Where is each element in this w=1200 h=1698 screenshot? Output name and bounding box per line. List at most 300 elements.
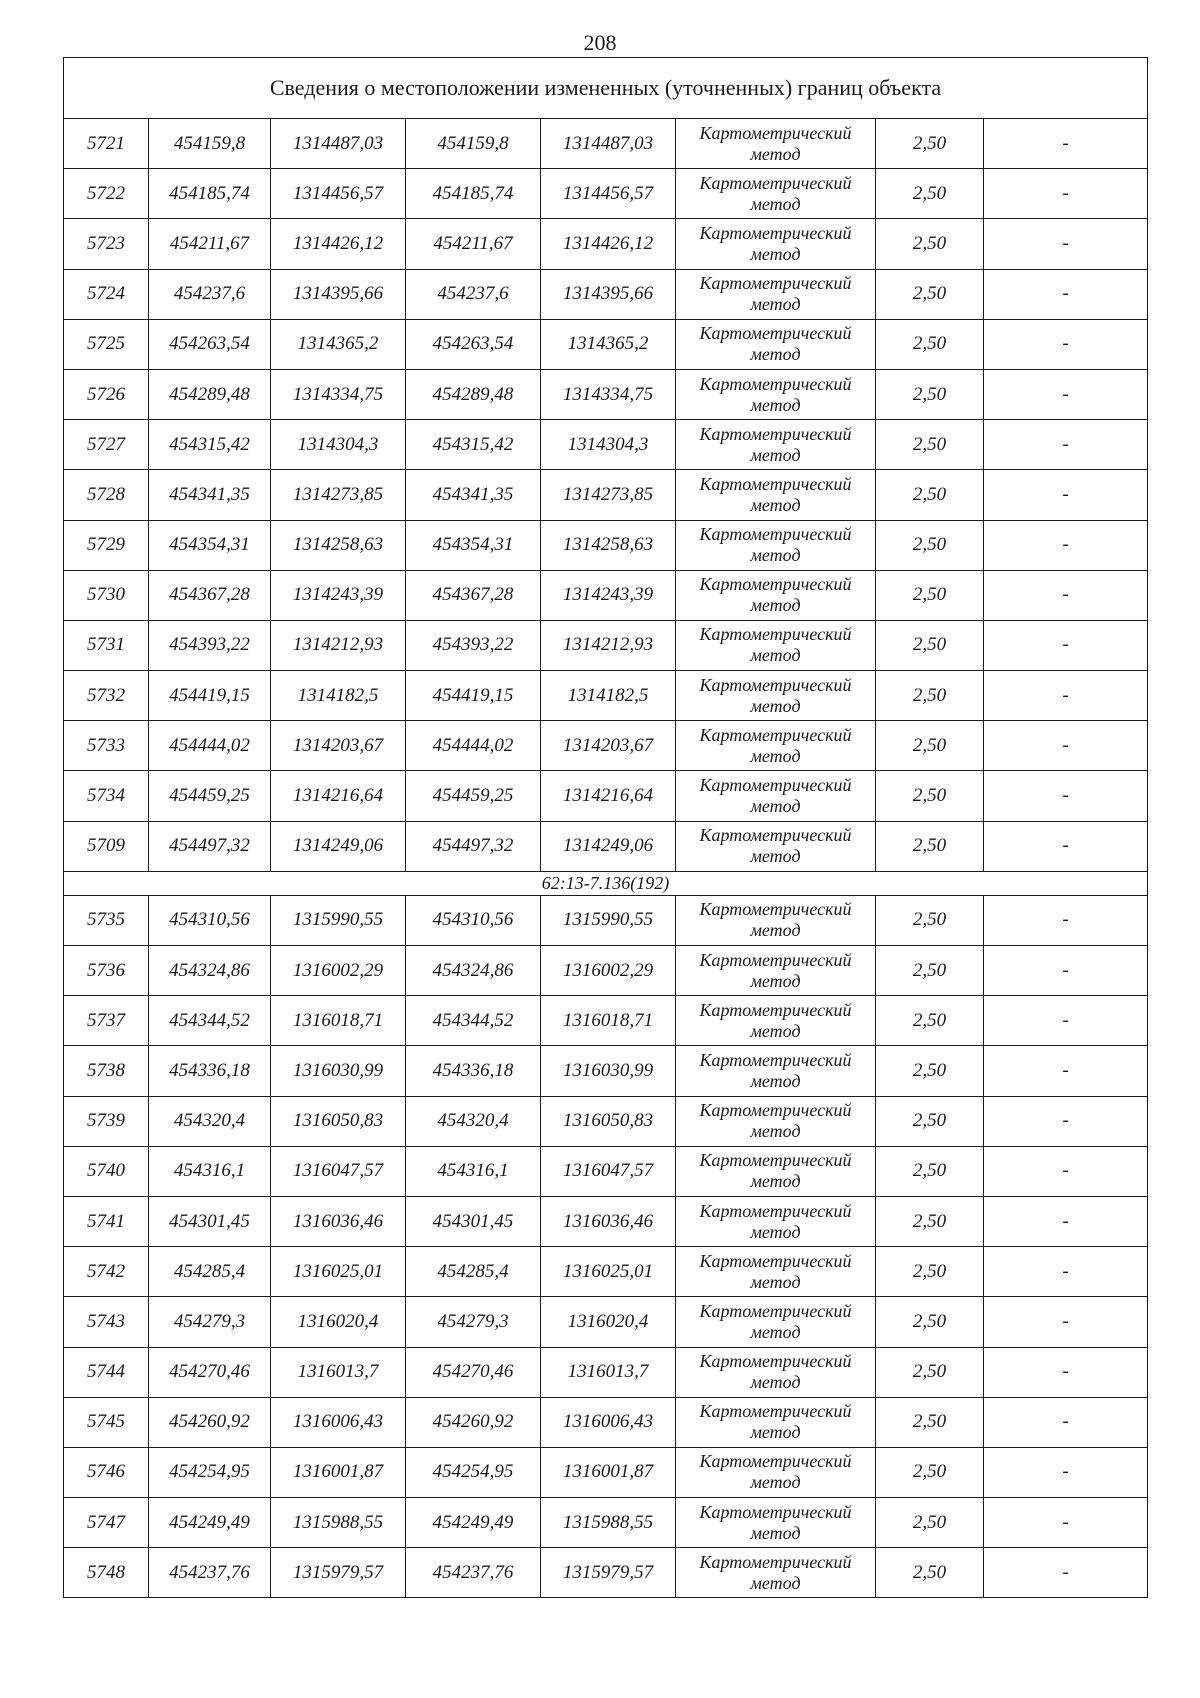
point-number-cell: 5747 xyxy=(64,1498,149,1548)
point-number-cell: 5730 xyxy=(64,570,149,620)
accuracy-cell: 2,50 xyxy=(876,570,984,620)
method-line-2: метод xyxy=(750,545,801,566)
refined-y-cell: 1314243,39 xyxy=(541,570,676,620)
accuracy-cell: 2,50 xyxy=(876,319,984,369)
existing-y-cell: 1314273,85 xyxy=(271,470,406,520)
method-line-2: метод xyxy=(750,294,801,315)
note-cell: - xyxy=(984,1397,1148,1447)
method-line-2: метод xyxy=(750,1020,801,1041)
refined-y-cell: 1315979,57 xyxy=(541,1548,676,1598)
method-line-2: метод xyxy=(750,1271,801,1292)
note-cell: - xyxy=(984,1498,1148,1548)
table-row xyxy=(64,821,1148,871)
refined-y-cell: 1314258,63 xyxy=(541,520,676,570)
method-line-1: Картометрический xyxy=(699,1049,852,1070)
method-line-1: Картометрический xyxy=(699,1300,852,1321)
table-row xyxy=(64,319,1148,369)
existing-x-cell: 454211,67 xyxy=(149,219,271,269)
note-cell: - xyxy=(984,1146,1148,1196)
method-line-2: метод xyxy=(750,1121,801,1142)
note-cell: - xyxy=(984,1096,1148,1146)
method-line-1: Картометрический xyxy=(699,323,852,344)
accuracy-cell: 2,50 xyxy=(876,821,984,871)
method-line-2: метод xyxy=(750,1070,801,1091)
existing-x-cell: 454341,35 xyxy=(149,470,271,520)
existing-x-cell: 454301,45 xyxy=(149,1196,271,1246)
method-line-2: метод xyxy=(750,344,801,365)
method-line-1: Картометрический xyxy=(699,373,852,394)
method-cell xyxy=(676,570,876,620)
existing-x-cell: 454459,25 xyxy=(149,771,271,821)
existing-y-cell: 1314212,93 xyxy=(271,620,406,670)
accuracy-cell: 2,50 xyxy=(876,269,984,319)
refined-x-cell: 454249,49 xyxy=(406,1498,541,1548)
accuracy-cell: 2,50 xyxy=(876,169,984,219)
accuracy-cell: 2,50 xyxy=(876,1146,984,1196)
existing-y-cell: 1316020,4 xyxy=(271,1297,406,1347)
table-row xyxy=(64,369,1148,419)
point-number-cell: 5738 xyxy=(64,1046,149,1096)
refined-y-cell: 1315988,55 xyxy=(541,1498,676,1548)
method-line-1: Картометрический xyxy=(699,1100,852,1121)
refined-y-cell: 1316006,43 xyxy=(541,1397,676,1447)
point-number-cell: 5734 xyxy=(64,771,149,821)
refined-x-cell: 454336,18 xyxy=(406,1046,541,1096)
point-number-cell: 5709 xyxy=(64,821,149,871)
accuracy-cell: 2,50 xyxy=(876,895,984,945)
existing-x-cell: 454354,31 xyxy=(149,520,271,570)
refined-y-cell: 1314334,75 xyxy=(541,369,676,419)
accuracy-cell: 2,50 xyxy=(876,520,984,570)
existing-x-cell: 454185,74 xyxy=(149,169,271,219)
table-row xyxy=(64,996,1148,1046)
accuracy-cell: 2,50 xyxy=(876,1297,984,1347)
note-cell: - xyxy=(984,1548,1148,1598)
table-row xyxy=(64,470,1148,520)
method-line-1: Картометрический xyxy=(699,1150,852,1171)
note-cell: - xyxy=(984,119,1148,169)
table-row xyxy=(64,620,1148,670)
point-number-cell: 5733 xyxy=(64,721,149,771)
method-cell xyxy=(676,1548,876,1598)
note-cell: - xyxy=(984,620,1148,670)
method-line-2: метод xyxy=(750,494,801,515)
method-cell xyxy=(676,1347,876,1397)
existing-x-cell: 454254,95 xyxy=(149,1447,271,1497)
method-line-2: метод xyxy=(750,1171,801,1192)
section-row xyxy=(64,871,1148,895)
table-row xyxy=(64,1146,1148,1196)
method-cell xyxy=(676,895,876,945)
note-cell: - xyxy=(984,996,1148,1046)
coordinates-table xyxy=(63,57,1148,1598)
existing-y-cell: 1315988,55 xyxy=(271,1498,406,1548)
note-cell: - xyxy=(984,1297,1148,1347)
table-row xyxy=(64,895,1148,945)
refined-y-cell: 1316050,83 xyxy=(541,1096,676,1146)
method-line-1: Картометрический xyxy=(699,122,852,143)
accuracy-cell: 2,50 xyxy=(876,1046,984,1096)
existing-y-cell: 1314258,63 xyxy=(271,520,406,570)
method-line-2: метод xyxy=(750,193,801,214)
point-number-cell: 5726 xyxy=(64,369,149,419)
method-line-1: Картометрический xyxy=(699,674,852,695)
refined-y-cell: 1316002,29 xyxy=(541,946,676,996)
method-line-1: Картометрический xyxy=(699,1501,852,1522)
note-cell: - xyxy=(984,671,1148,721)
table-row xyxy=(64,1096,1148,1146)
note-cell: - xyxy=(984,520,1148,570)
existing-x-cell: 454315,42 xyxy=(149,420,271,470)
refined-y-cell: 1314216,64 xyxy=(541,771,676,821)
table-row xyxy=(64,946,1148,996)
accuracy-cell: 2,50 xyxy=(876,1096,984,1146)
existing-y-cell: 1315979,57 xyxy=(271,1548,406,1598)
note-cell: - xyxy=(984,771,1148,821)
refined-y-cell: 1314426,12 xyxy=(541,219,676,269)
refined-y-cell: 1316013,7 xyxy=(541,1347,676,1397)
table-row xyxy=(64,721,1148,771)
table-row xyxy=(64,1046,1148,1096)
point-number-cell: 5731 xyxy=(64,620,149,670)
refined-x-cell: 454324,86 xyxy=(406,946,541,996)
refined-x-cell: 454310,56 xyxy=(406,895,541,945)
refined-x-cell: 454279,3 xyxy=(406,1297,541,1347)
point-number-cell: 5728 xyxy=(64,470,149,520)
point-number-cell: 5748 xyxy=(64,1548,149,1598)
existing-x-cell: 454419,15 xyxy=(149,671,271,721)
method-cell xyxy=(676,1046,876,1096)
existing-y-cell: 1316030,99 xyxy=(271,1046,406,1096)
refined-y-cell: 1314456,57 xyxy=(541,169,676,219)
note-cell: - xyxy=(984,1347,1148,1397)
refined-x-cell: 454260,92 xyxy=(406,1397,541,1447)
existing-y-cell: 1316002,29 xyxy=(271,946,406,996)
method-cell xyxy=(676,671,876,721)
refined-x-cell: 454344,52 xyxy=(406,996,541,1046)
accuracy-cell: 2,50 xyxy=(876,620,984,670)
method-cell xyxy=(676,946,876,996)
existing-x-cell: 454263,54 xyxy=(149,319,271,369)
note-cell: - xyxy=(984,319,1148,369)
existing-y-cell: 1315990,55 xyxy=(271,895,406,945)
method-cell xyxy=(676,1447,876,1497)
refined-y-cell: 1316020,4 xyxy=(541,1297,676,1347)
method-line-1: Картометрический xyxy=(699,1451,852,1472)
point-number-cell: 5722 xyxy=(64,169,149,219)
accuracy-cell: 2,50 xyxy=(876,1498,984,1548)
note-cell: - xyxy=(984,1247,1148,1297)
refined-y-cell: 1314487,03 xyxy=(541,119,676,169)
refined-x-cell: 454444,02 xyxy=(406,721,541,771)
accuracy-cell: 2,50 xyxy=(876,219,984,269)
method-cell xyxy=(676,771,876,821)
existing-y-cell: 1314182,5 xyxy=(271,671,406,721)
existing-y-cell: 1316006,43 xyxy=(271,1397,406,1447)
method-line-2: метод xyxy=(750,1572,801,1593)
point-number-cell: 5732 xyxy=(64,671,149,721)
existing-x-cell: 454324,86 xyxy=(149,946,271,996)
method-line-2: метод xyxy=(750,1221,801,1242)
existing-y-cell: 1316018,71 xyxy=(271,996,406,1046)
point-number-cell: 5723 xyxy=(64,219,149,269)
refined-y-cell: 1314365,2 xyxy=(541,319,676,369)
method-line-2: метод xyxy=(750,745,801,766)
refined-x-cell: 454367,28 xyxy=(406,570,541,620)
table-row xyxy=(64,1498,1148,1548)
refined-y-cell: 1314203,67 xyxy=(541,721,676,771)
method-line-2: метод xyxy=(750,1372,801,1393)
accuracy-cell: 2,50 xyxy=(876,420,984,470)
refined-y-cell: 1314304,3 xyxy=(541,420,676,470)
method-cell xyxy=(676,1397,876,1447)
note-cell: - xyxy=(984,1447,1148,1497)
method-line-1: Картометрический xyxy=(699,999,852,1020)
method-line-1: Картометрический xyxy=(699,724,852,745)
method-line-1: Картометрический xyxy=(699,1401,852,1422)
point-number-cell: 5745 xyxy=(64,1397,149,1447)
point-number-cell: 5741 xyxy=(64,1196,149,1246)
existing-x-cell: 454310,56 xyxy=(149,895,271,945)
method-line-1: Картометрический xyxy=(699,172,852,193)
existing-y-cell: 1314426,12 xyxy=(271,219,406,269)
point-number-cell: 5725 xyxy=(64,319,149,369)
refined-y-cell: 1314395,66 xyxy=(541,269,676,319)
method-line-1: Картометрический xyxy=(699,473,852,494)
method-cell xyxy=(676,219,876,269)
refined-x-cell: 454393,22 xyxy=(406,620,541,670)
table-row xyxy=(64,1347,1148,1397)
note-cell: - xyxy=(984,570,1148,620)
method-line-1: Картометрический xyxy=(699,775,852,796)
method-cell xyxy=(676,996,876,1046)
table-row xyxy=(64,1397,1148,1447)
accuracy-cell: 2,50 xyxy=(876,1548,984,1598)
existing-y-cell: 1316025,01 xyxy=(271,1247,406,1297)
existing-y-cell: 1314249,06 xyxy=(271,821,406,871)
point-number-cell: 5721 xyxy=(64,119,149,169)
existing-x-cell: 454260,92 xyxy=(149,1397,271,1447)
note-cell: - xyxy=(984,895,1148,945)
section-label: 62:13-7.136(192) xyxy=(64,871,1148,895)
method-line-1: Картометрический xyxy=(699,1250,852,1271)
refined-x-cell: 454419,15 xyxy=(406,671,541,721)
method-line-2: метод xyxy=(750,846,801,867)
refined-x-cell: 454315,42 xyxy=(406,420,541,470)
method-cell xyxy=(676,1096,876,1146)
point-number-cell: 5746 xyxy=(64,1447,149,1497)
refined-x-cell: 454354,31 xyxy=(406,520,541,570)
refined-x-cell: 454320,4 xyxy=(406,1096,541,1146)
refined-y-cell: 1314273,85 xyxy=(541,470,676,520)
method-line-2: метод xyxy=(750,1522,801,1543)
method-cell xyxy=(676,169,876,219)
note-cell: - xyxy=(984,269,1148,319)
refined-x-cell: 454237,76 xyxy=(406,1548,541,1598)
refined-y-cell: 1316018,71 xyxy=(541,996,676,1046)
accuracy-cell: 2,50 xyxy=(876,946,984,996)
existing-y-cell: 1314456,57 xyxy=(271,169,406,219)
refined-x-cell: 454289,48 xyxy=(406,369,541,419)
page-number: 208 xyxy=(583,30,617,55)
existing-x-cell: 454270,46 xyxy=(149,1347,271,1397)
accuracy-cell: 2,50 xyxy=(876,996,984,1046)
table-title: Сведения о местоположении измененных (уточненных) границ объекта xyxy=(64,58,1148,119)
refined-y-cell: 1314182,5 xyxy=(541,671,676,721)
accuracy-cell: 2,50 xyxy=(876,721,984,771)
method-line-2: метод xyxy=(750,695,801,716)
existing-y-cell: 1316013,7 xyxy=(271,1347,406,1397)
refined-x-cell: 454159,8 xyxy=(406,119,541,169)
refined-x-cell: 454254,95 xyxy=(406,1447,541,1497)
table-row xyxy=(64,1196,1148,1246)
note-cell: - xyxy=(984,420,1148,470)
existing-x-cell: 454249,49 xyxy=(149,1498,271,1548)
point-number-cell: 5735 xyxy=(64,895,149,945)
table-row xyxy=(64,1447,1148,1497)
method-line-2: метод xyxy=(750,1422,801,1443)
refined-x-cell: 454301,45 xyxy=(406,1196,541,1246)
existing-y-cell: 1316036,46 xyxy=(271,1196,406,1246)
refined-x-cell: 454285,4 xyxy=(406,1247,541,1297)
point-number-cell: 5724 xyxy=(64,269,149,319)
table-row xyxy=(64,671,1148,721)
method-line-1: Картометрический xyxy=(699,899,852,920)
refined-y-cell: 1316036,46 xyxy=(541,1196,676,1246)
note-cell: - xyxy=(984,1196,1148,1246)
existing-y-cell: 1314304,3 xyxy=(271,420,406,470)
point-number-cell: 5742 xyxy=(64,1247,149,1297)
table-row xyxy=(64,1548,1148,1598)
table-body xyxy=(64,58,1148,1598)
method-cell xyxy=(676,620,876,670)
method-cell xyxy=(676,369,876,419)
existing-y-cell: 1316047,57 xyxy=(271,1146,406,1196)
table-row xyxy=(64,1247,1148,1297)
existing-x-cell: 454237,6 xyxy=(149,269,271,319)
note-cell: - xyxy=(984,721,1148,771)
table-row xyxy=(64,269,1148,319)
existing-x-cell: 454344,52 xyxy=(149,996,271,1046)
method-cell xyxy=(676,420,876,470)
existing-y-cell: 1314243,39 xyxy=(271,570,406,620)
refined-y-cell: 1314249,06 xyxy=(541,821,676,871)
method-line-2: метод xyxy=(750,444,801,465)
method-line-1: Картометрический xyxy=(699,574,852,595)
accuracy-cell: 2,50 xyxy=(876,119,984,169)
existing-x-cell: 454444,02 xyxy=(149,721,271,771)
method-line-2: метод xyxy=(750,243,801,264)
existing-y-cell: 1314395,66 xyxy=(271,269,406,319)
method-line-2: метод xyxy=(750,796,801,817)
existing-y-cell: 1314203,67 xyxy=(271,721,406,771)
table-title-row xyxy=(64,58,1148,119)
refined-x-cell: 454185,74 xyxy=(406,169,541,219)
note-cell: - xyxy=(984,219,1148,269)
refined-x-cell: 454211,67 xyxy=(406,219,541,269)
existing-x-cell: 454159,8 xyxy=(149,119,271,169)
method-line-1: Картометрический xyxy=(699,222,852,243)
method-cell xyxy=(676,470,876,520)
existing-x-cell: 454289,48 xyxy=(149,369,271,419)
method-line-2: метод xyxy=(750,920,801,941)
method-cell xyxy=(676,821,876,871)
refined-y-cell: 1316030,99 xyxy=(541,1046,676,1096)
note-cell: - xyxy=(984,821,1148,871)
existing-x-cell: 454393,22 xyxy=(149,620,271,670)
table-row xyxy=(64,771,1148,821)
method-line-2: метод xyxy=(750,1472,801,1493)
table-row xyxy=(64,219,1148,269)
existing-x-cell: 454497,32 xyxy=(149,821,271,871)
method-line-2: метод xyxy=(750,143,801,164)
refined-x-cell: 454341,35 xyxy=(406,470,541,520)
accuracy-cell: 2,50 xyxy=(876,1397,984,1447)
table-row xyxy=(64,570,1148,620)
existing-y-cell: 1314216,64 xyxy=(271,771,406,821)
existing-y-cell: 1314334,75 xyxy=(271,369,406,419)
accuracy-cell: 2,50 xyxy=(876,1447,984,1497)
method-cell xyxy=(676,319,876,369)
note-cell: - xyxy=(984,369,1148,419)
method-line-1: Картометрический xyxy=(699,1551,852,1572)
refined-x-cell: 454237,6 xyxy=(406,269,541,319)
point-number-cell: 5743 xyxy=(64,1297,149,1347)
accuracy-cell: 2,50 xyxy=(876,470,984,520)
refined-y-cell: 1315990,55 xyxy=(541,895,676,945)
existing-x-cell: 454336,18 xyxy=(149,1046,271,1096)
method-cell xyxy=(676,1297,876,1347)
existing-x-cell: 454316,1 xyxy=(149,1146,271,1196)
method-line-1: Картометрический xyxy=(699,1351,852,1372)
refined-y-cell: 1316001,87 xyxy=(541,1447,676,1497)
method-line-1: Картометрический xyxy=(699,1200,852,1221)
point-number-cell: 5739 xyxy=(64,1096,149,1146)
existing-x-cell: 454320,4 xyxy=(149,1096,271,1146)
existing-y-cell: 1314487,03 xyxy=(271,119,406,169)
method-cell xyxy=(676,1498,876,1548)
point-number-cell: 5737 xyxy=(64,996,149,1046)
point-number-cell: 5736 xyxy=(64,946,149,996)
existing-y-cell: 1314365,2 xyxy=(271,319,406,369)
note-cell: - xyxy=(984,1046,1148,1096)
method-line-2: метод xyxy=(750,645,801,666)
method-line-2: метод xyxy=(750,1321,801,1342)
method-line-1: Картометрический xyxy=(699,825,852,846)
method-line-1: Картометрический xyxy=(699,524,852,545)
refined-x-cell: 454270,46 xyxy=(406,1347,541,1397)
method-line-1: Картометрический xyxy=(699,624,852,645)
refined-y-cell: 1316025,01 xyxy=(541,1247,676,1297)
existing-x-cell: 454237,76 xyxy=(149,1548,271,1598)
point-number-cell: 5727 xyxy=(64,420,149,470)
refined-x-cell: 454459,25 xyxy=(406,771,541,821)
method-cell xyxy=(676,1146,876,1196)
existing-x-cell: 454285,4 xyxy=(149,1247,271,1297)
table-row xyxy=(64,119,1148,169)
method-line-1: Картометрический xyxy=(699,423,852,444)
method-cell xyxy=(676,721,876,771)
method-cell xyxy=(676,269,876,319)
existing-y-cell: 1316050,83 xyxy=(271,1096,406,1146)
accuracy-cell: 2,50 xyxy=(876,1247,984,1297)
existing-y-cell: 1316001,87 xyxy=(271,1447,406,1497)
existing-x-cell: 454367,28 xyxy=(149,570,271,620)
table-row xyxy=(64,1297,1148,1347)
point-number-cell: 5729 xyxy=(64,520,149,570)
method-line-2: метод xyxy=(750,970,801,991)
refined-y-cell: 1316047,57 xyxy=(541,1146,676,1196)
